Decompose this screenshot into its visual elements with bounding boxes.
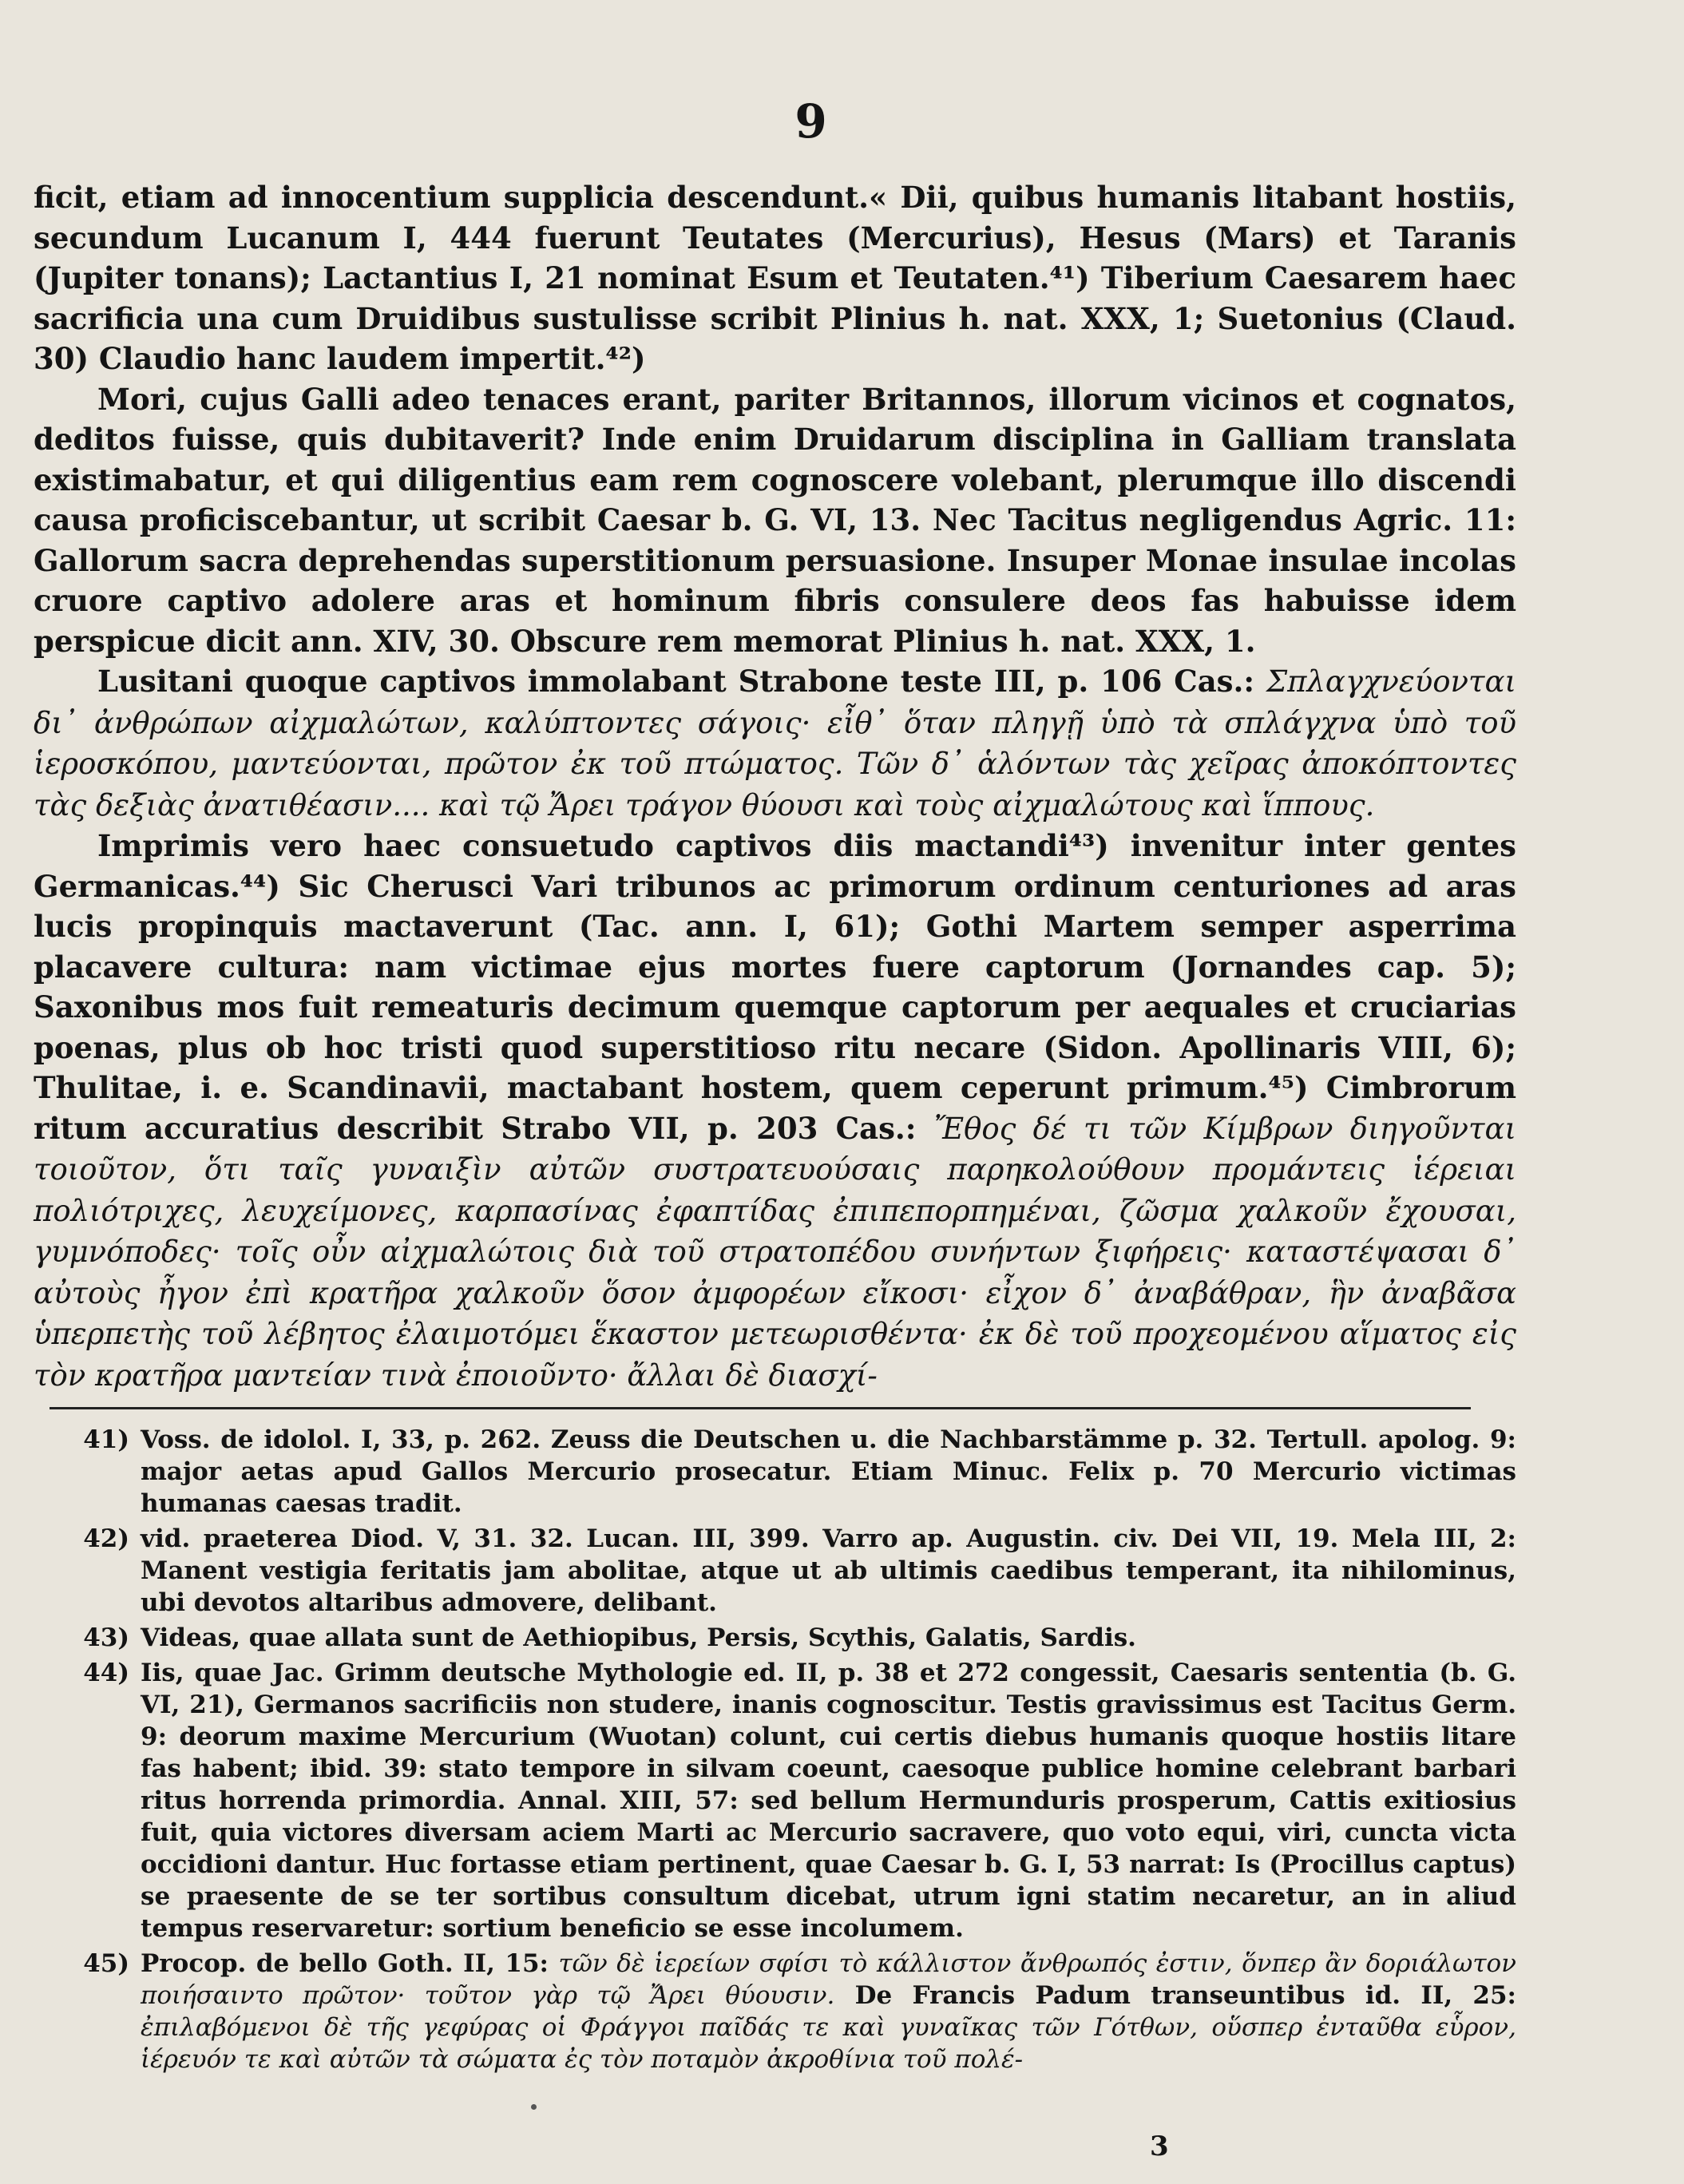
- footnote-text: Voss. de idolol. I, 33, p. 262. Zeuss die Deutschen u. die Nachbarstämme p. 32. Tertull. apolog. 9: major aetas apud Gallos Mercurio prosecatur. Etiam Minuc. Felix p. 70 Mercurio victimas humanas caesas tradit.: [141, 1425, 1516, 1518]
- paragraph-2: Mori, cujus Galli adeo tenaces erant, pariter Britannos, illorum vicinos et cognatos, deditos fuisse, quis dubitaverit? Inde enim Druidarum disciplina in Galliam translata existimabatur, et qui diligentius eam rem cognoscere volebant, plerumque illo discendi causa proficiscebantur, ut scribit Caesar b. G. VI, 13. Nec Tacitus negligendus Agric. 11: Gallorum sacra deprehendas superstitionum persuasione. Insuper Monae insulae incolas cruore captivo adolere aras et hominum fibris consulere deos fas habuisse idem perspicue dicit ann. XIV, 30. Obscure rem memorat Plinius h. nat. XXX, 1.: [34, 381, 1516, 659]
- footnote-text: Iis, quae Jac. Grimm deutsche Mythologie ed. II, p. 38 et 272 congessit, Caesaris sententia (b. G. VI, 21), Germanos sacrificiis non studere, inanis cognoscitur. Testis gravissimus est Tacitus Germ. 9: deorum maxime Mercurium (Wuotan) colunt, cui certis diebus humanis quoque hostiis litare fas habent; ibid. 39: stato tempore in silvam coeunt, caesoque publice homine celebrant barbari ritus horrenda primordia. Annal. XIII, 57: sed bellum Hermunduris prosperum, Cattis exitiosius fuit, quia victores diversam aciem Marti ac Mercurio sacravere, quo voto equi, viri, cuncta victa occidioni dantur. Huc fortasse etiam pertinent, quae Caesar b. G. I, 53 narrat: Is (Procillus captus) se praesente de se ter sortibus consultum dicebat, utrum igni statim necaretur, an in aliud tempus reservaretur: sortium beneficio se esse incolumem.: [141, 1659, 1516, 1943]
- footnote-44: [34, 1657, 1516, 1944]
- greek-quote-strabo-iii: Σπλαγχνεύονται δι᾽ ἀνθρώπων αἰχμαλώτων, καλύπτοντες σάγοις· εἶθ᾽ ὅταν πληγῇ ὑπὸ τὰ σπλάγχνα ὑπὸ τοῦ ἱεροσκόπου, μαντεύονται, πρῶτον ἐκ τοῦ πτώματος. Τῶν δ᾽ ἁλόντων τὰς χεῖρας ἀποκόπτοντες τὰς δεξιὰς ἀνατιθέασιν.... καὶ τῷ Ἄρει τράγον θύουσι καὶ τοὺς αἰχμαλώτους καὶ ἵππους.: [34, 664, 1516, 822]
- ink-speck: [531, 2104, 537, 2110]
- footnote-number: 43): [83, 1623, 129, 1652]
- footnote-45-greek-1: τῶν δὲ ἱερείων σφίσι τὸ κάλλιστον ἄνθρωπός ἐστιν, ὅνπερ ἂν δοριάλωτον ποιήσαιντο πρῶτον· τοῦτον γὰρ τῷ Ἄρει θύουσιν.: [141, 1949, 1516, 2010]
- footnote-number: 45): [83, 1949, 129, 1978]
- paragraph-3: [34, 661, 1516, 826]
- footnote-rule: [50, 1407, 1471, 1409]
- page-number: 9: [794, 94, 827, 149]
- footnote-45-latin-2: De Francis Padum transeuntibus id. II, 25:: [854, 1981, 1517, 2010]
- footnote-text: [141, 1948, 1516, 2075]
- footnote-text: Videas, quae allata sunt de Aethiopibus, Persis, Scythis, Galatis, Sardis.: [141, 1623, 1136, 1652]
- footnote-45-greek-2: ἐπιλαβόμενοι δὲ τῆς γεφύρας οἱ Φράγγοι παῖδάς τε καὶ γυναῖκας τῶν Γότθων, οὕσπερ ἐνταῦθα εὗρον, ἱέρευόν τε καὶ αὐτῶν τὰ σώματα ἐς τὸν ποταμὸν ἀκροθίνια τοῦ πολέ-: [141, 2013, 1516, 2074]
- footnote-number: 42): [83, 1524, 129, 1553]
- footnote-number: 44): [83, 1659, 129, 1687]
- main-text: [34, 177, 1516, 1396]
- paragraph-4-latin: Imprimis vero haec consuetudo captivos diis mactandi⁴³) invenitur inter gentes Germanicas.⁴⁴) Sic Cherusci Vari tribunos ac primorum ordinum centuriones ad aras lucis propinquis mactaverunt (Tac. ann. I, 61); Gothi Martem semper asperrima placavere cultura: nam victimae ejus mortes fuere captorum (Jornandes cap. 5); Saxonibus mos fuit remeaturis decimum quemque captorum per aequales et cruciarias poenas, plus ob hoc tristi quod superstitioso ritu necare (Sidon. Apollinaris VIII, 6); Thulitae, i. e. Scandinavii, mactabant hostem, quem ceperunt primum.⁴⁵) Cimbrorum ritum accuratius describit Strabo VII, p. 203 Cas.:: [34, 828, 1516, 1146]
- paragraph-4: [34, 826, 1516, 1396]
- footnote-42: [34, 1523, 1516, 1619]
- footnotes: [34, 1424, 1516, 2075]
- signature-mark: 3: [1150, 2130, 1169, 2162]
- paragraph-3-latin: Lusitani quoque captivos immolabant Strabone teste III, p. 106 Cas.:: [97, 664, 1255, 699]
- greek-quote-strabo-vii: Ἔθος δέ τι τῶν Κίμβρων διηγοῦνται τοιοῦτον, ὅτι ταῖς γυναιξὶν αὐτῶν συστρατευούσαις παρηκολούθουν προμάντεις ἱέρειαι πολιότριχες, λευχείμονες, καρπασίνας ἐφαπτίδας ἐπιπεπορπημέναι, ζῶσμα χαλκοῦν ἔχουσαι, γυμνόποδες· τοῖς οὖν αἰχμαλώτοις διὰ τοῦ στρατοπέδου συνήντων ξιφήρεις· καταστέψασαι δ᾽ αὐτοὺς ἦγον ἐπὶ κρατῆρα χαλκοῦν ὅσον ἀμφορέων εἴκοσι· εἶχον δ᾽ ἀναβάθραν, ἣν ἀναβᾶσα ὑπερπετὴς τοῦ λέβητος ἐλαιμοτόμει ἕκαστον μετεωρισθέντα· ἐκ δὲ τοῦ προχεομένου αἵματος εἰς τὸν κρατῆρα μαντείαν τινὰ ἐποιοῦντο· ἄλλαι δὲ διασχί-: [34, 1111, 1516, 1393]
- footnote-text: vid. praeterea Diod. V, 31. 32. Lucan. III, 399. Varro ap. Augustin. civ. Dei VII, 19. Mela III, 2: Manent vestigia feritatis jam abolitae, atque ut ab ultimis caedibus temperant, ita nihilominus, ubi devotos altaribus admovere, delibant.: [141, 1524, 1516, 1617]
- footnote-41: [34, 1424, 1516, 1520]
- footnote-45: [34, 1948, 1516, 2075]
- footnote-45-latin-1: Procop. de bello Goth. II, 15:: [141, 1949, 549, 1978]
- footnote-number: 41): [83, 1425, 129, 1454]
- footnote-43: [34, 1622, 1516, 1654]
- paragraph-1: ficit, etiam ad innocentium supplicia descendunt.« Dii, quibus humanis litabant hostiis, secundum Lucanum I, 444 fuerunt Teutates (Mercurius), Hesus (Mars) et Taranis (Jupiter tonans); Lactantius I, 21 nominat Esum et Teutaten.⁴¹) Tiberium Caesarem haec sacrificia una cum Druidibus sustulisse scribit Plinius h. nat. XXX, 1; Suetonius (Claud. 30) Claudio hanc laudem impertit.⁴²): [34, 180, 1516, 376]
